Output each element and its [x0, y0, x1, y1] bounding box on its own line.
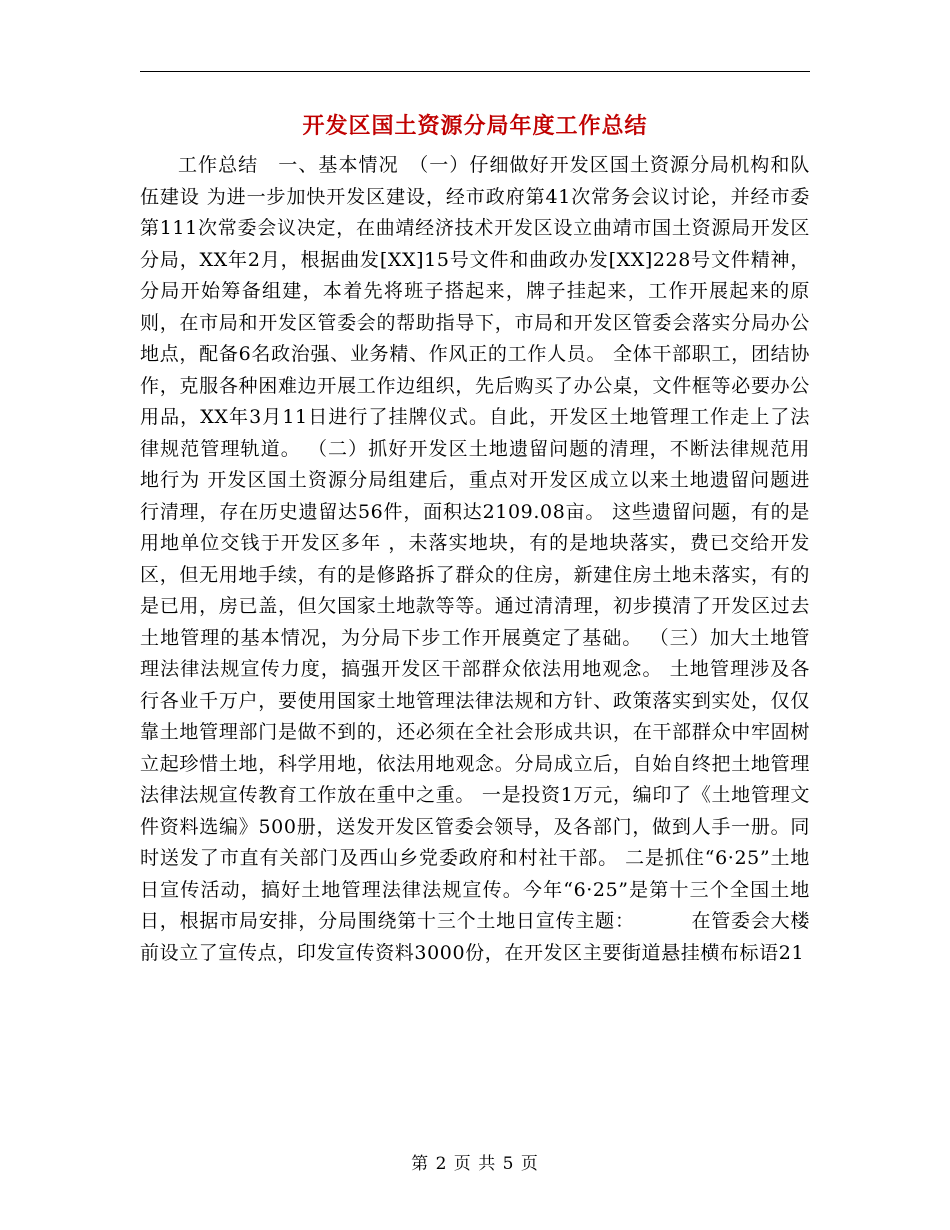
- page-number-footer: 第 2 页 共 5 页: [411, 1154, 539, 1174]
- header-rule: [140, 71, 810, 72]
- document-body: 工作总结 一、基本情况 （一）仔细做好开发区国土资源分局机构和队伍建设 为进一步加快开发区建设，经市政府第41次常务会议讨论，并经市委第111次常委会议决定，在曲靖经济技术开发区设立曲靖市国土资源局开发区分局，XX年2月，根据曲发[XX]15号文件和曲政办发[XX]228号文件精神，分局开始筹备组建，本着先将班子搭起来，牌子挂起来，工作开展起来的原则，在市局和开发区管委会的帮助指导下，市局和开发区管委会落实分局办公地点，配备6名政治强、业务精、作风正的工作人员。 全体干部职工，团结协作，克服各种困难边开展工作边组织，先后购买了办公桌，文件框等必要办公用品，XX年3月11日进行了挂牌仪式。自此，开发区土地管理工作走上了法律规范管理轨道。 （二）抓好开发区土地遗留问题的清理，不断法律规范用地行为 开发区国土资源分局组建后，重点对开发区成立以来土地遗留问题进行清理，存在历史遗留达56件，面积达2109.08亩。 这些遗留问题，有的是用地单位交钱于开发区多年 ，未落实地块，有的是地块落实，费已交给开发区，但无用地手续，有的是修路拆了群众的住房，新建住房土地未落实，有的是已用，房已盖，但欠国家土地款等等。通过清清理，初步摸清了开发区过去土地管理的基本情况，为分局下步工作开展奠定了基础。 （三）加大土地管理法律法规宣传力度，搞强开发区干部群众依法用地观念。 土地管理涉及各行各业千万户，要使用国家土地管理法律法规和方针、政策落实到实处，仅仅靠土地管理部门是做不到的，还必须在全社会形成共识，在干部群众中牢固树立起珍惜土地，科学用地，依法用地观念。分局成立后，自始自终把土地管理法律法规宣传教育工作放在重中之重。 一是投资1万元，编印了《土地管理文件资料选编》500册，送发开发区管委会领导，及各部门，做到人手一册。同时送发了市直有关部门及西山乡党委政府和村社干部。 二是抓住“6·25”土地日宣传活动，搞好土地管理法律法规宣传。今年“6·25”是第十三个全国土地日，根据市局安排，分局围绕第十三个土地日宣传主题： 在管委会大楼前设立了宣传点，印发宣传资料3000份，在开发区主要街道悬挂横布标语21: [140, 154, 810, 964]
- document-title: 开发区国土资源分局年度工作总结: [302, 114, 648, 139]
